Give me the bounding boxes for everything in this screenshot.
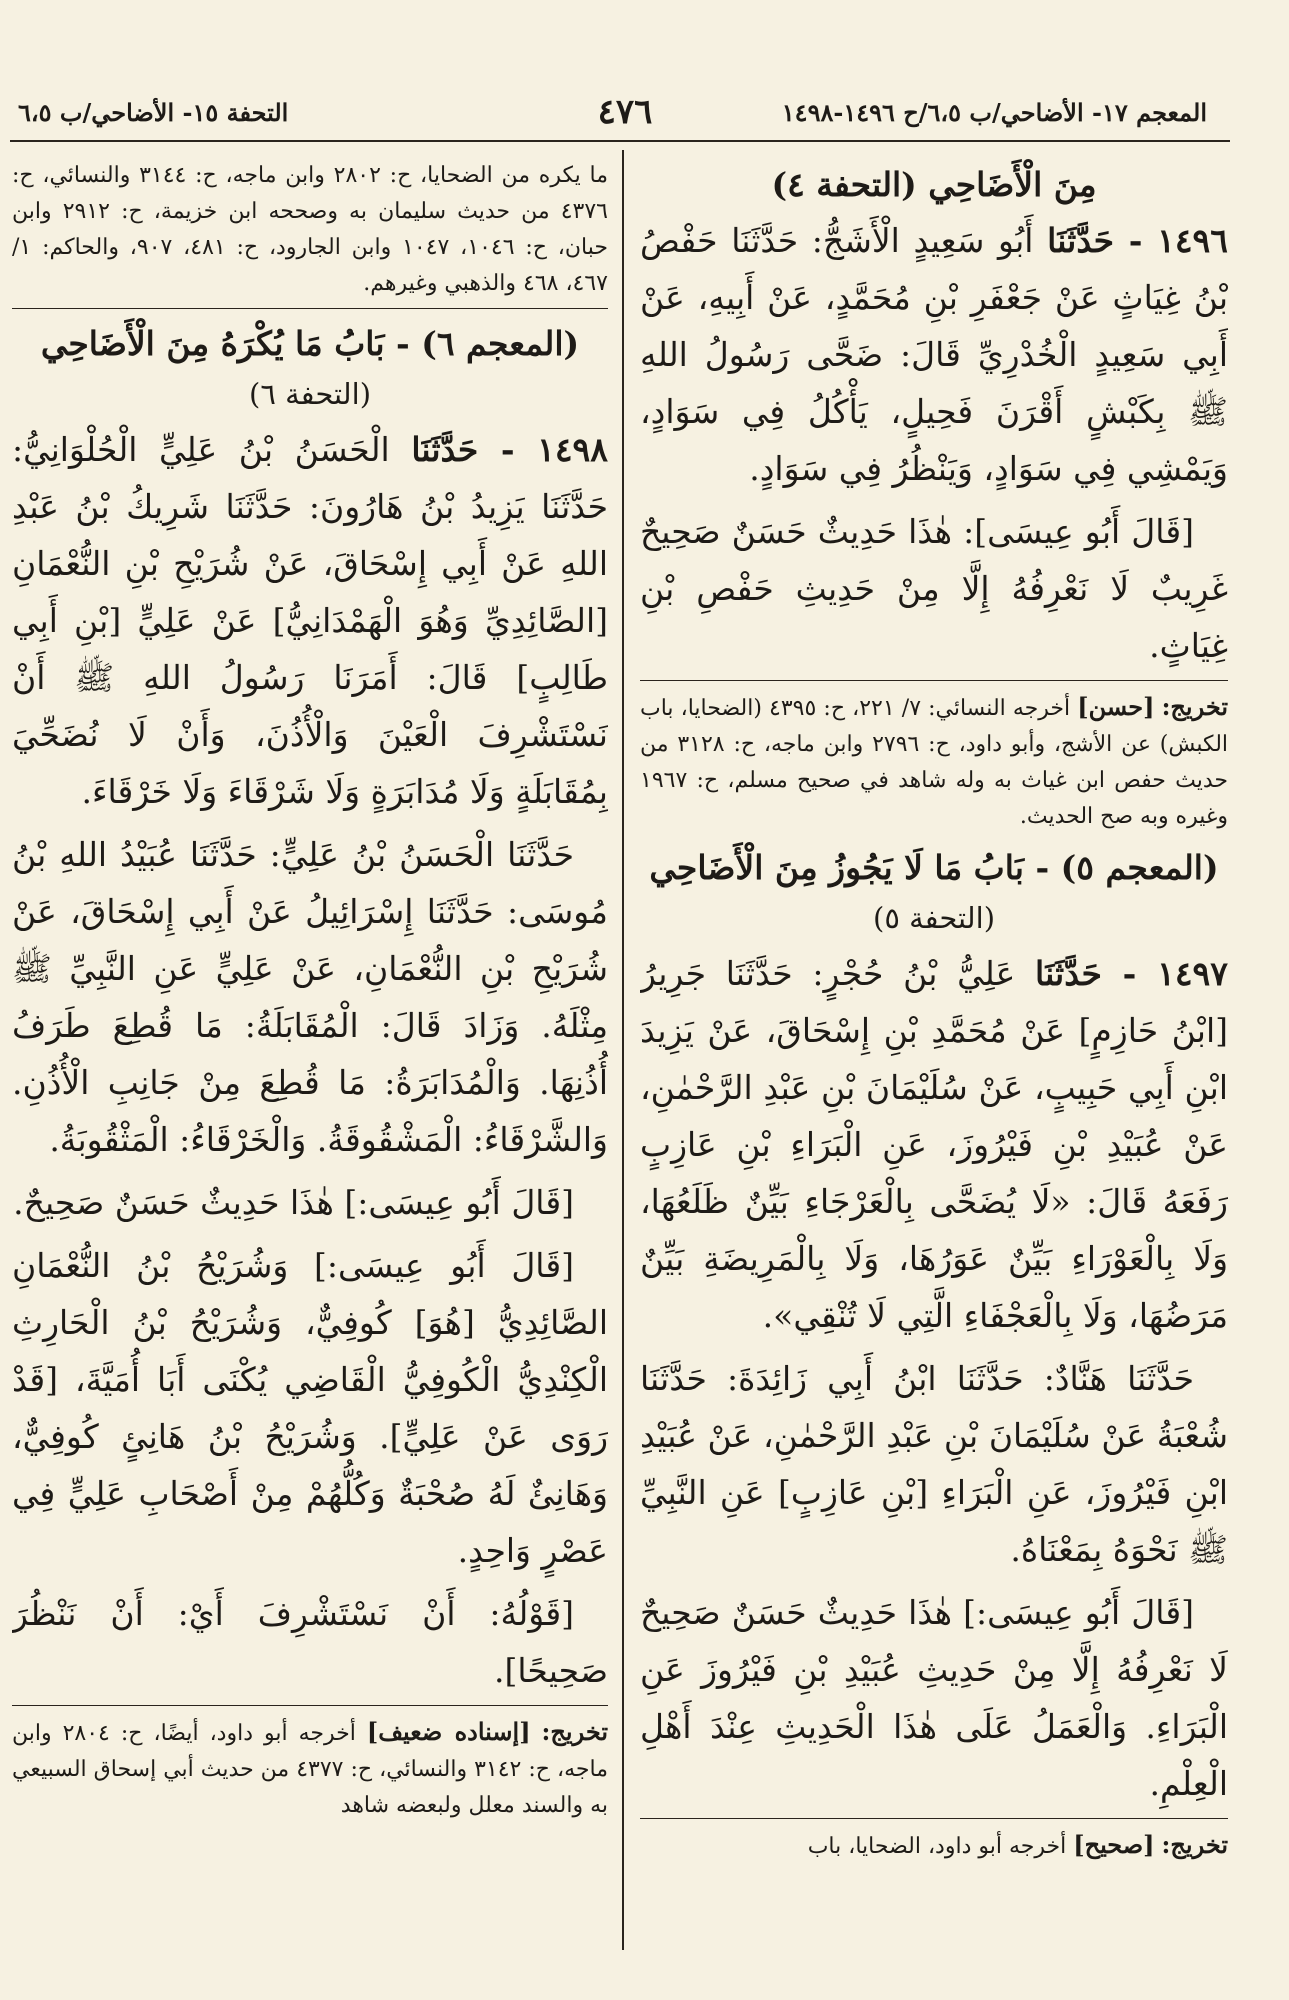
hadith-comment: [قَالَ أَبُو عِيسَى:] هٰذَا حَدِيثٌ حَسَنٌ صَحِيحٌ. [13,1183,574,1222]
takhrij-grade: [حسن] [1077,692,1155,721]
chapter-subtitle: (التحفة ٥) [872,901,996,935]
takhrij-text: أخرجه أبو داود، أيضًا، ح: ٢٨٠٤ وابن ماجه، ح: ٣١٤٢ والنسائي، ح: ٤٣٧٧ من حديث أبي إسحاق السبيعي به والسند معلل ولبعضه شاهد [12,1721,608,1818]
takhrij-note [640,689,1228,835]
header-rule [10,140,1230,142]
page-number: ٤٧٦ [597,92,653,132]
takhrij-grade: [صحيح] [1073,1830,1155,1859]
hadith-chain: حَدَّثَنَا الْحَسَنُ بْنُ عَلِيٍّ: حَدَّثَنَا عُبَيْدُ اللهِ بْنُ مُوسَى: حَدَّثَنَا إِسْرَائِيلُ عَنْ أَبِي إِسْحَاقَ، عَنْ شُرَيْحِ بْنِ النُّعْمَانِ، عَنْ عَلِيٍّ عَنِ النَّبِيِّ ﷺ مِثْلَهُ. وَزَادَ قَالَ: الْمُقَابَلَةُ: مَا قُطِعَ طَرَفُ أُذُنِهَا. وَالْمُدَابَرَةُ: مَا قُطِعَ مِنْ جَانِبِ الْأُذُنِ. وَالشَّرْقَاءُ: الْمَشْقُوقَةُ. وَالْخَرْقَاءُ: الْمَثْقُوبَةُ. [12,835,608,1159]
footnote-rule [640,1818,1228,1819]
right-column [640,158,1228,1958]
hadith-chain: حَدَّثَنَا هَنَّادٌ: حَدَّثَنَا ابْنُ أَبِي زَائِدَةَ: حَدَّثَنَا شُعْبَةُ عَنْ سُلَيْمَانَ بْنِ عَبْدِ الرَّحْمٰنِ، عَنْ عُبَيْدِ ابْنِ فَيْرُوزَ، عَنِ الْبَرَاءِ [بْنِ عَازِبٍ] عَنِ النَّبِيِّ ﷺ نَحْوَهُ بِمَعْنَاهُ. [640,1359,1228,1569]
hadith-text: أَبُو سَعِيدٍ الْأَشَجُّ: حَدَّثَنَا حَفْصُ بْنُ غِيَاثٍ عَنْ جَعْفَرِ بْنِ مُحَمَّدٍ، عَنْ أَبِيهِ، عَنْ أَبِي سَعِيدٍ الْخُدْرِيِّ قَالَ: ضَحَّى رَسُولُ اللهِ ﷺ بِكَبْشٍ أَقْرَنَ فَحِيلٍ، يَأْكُلُ فِي سَوَادٍ، وَيَمْشِي فِي سَوَادٍ، وَيَنْظُرُ فِي سَوَادٍ. [640,221,1228,488]
column-divider [622,150,624,1950]
hadith-number: ١٤٩٦ - حَدَّثَنَا [1047,221,1228,260]
hadith-explanation: [قَوْلُهُ: أَنْ نَسْتَشْرِفَ أَيْ: أَنْ نَنْظُرَ صَحِيحًا]. [12,1594,608,1690]
hadith-number: ١٤٩٧ - حَدَّثَنَا [1035,954,1228,993]
hadith-comment: [قَالَ أَبُو عِيسَى:] هٰذَا حَدِيثٌ حَسَنٌ صَحِيحٌ لَا نَعْرِفُهُ إِلَّا مِنْ حَدِيثِ عُبَيْدِ بْنِ فَيْرُوزَ عَنِ الْبَرَاءِ. وَالْعَمَلُ عَلَى هٰذَا الْحَدِيثِ عِنْدَ أَهْلِ الْعِلْمِ. [640,1593,1228,1803]
running-header [0,92,1289,132]
takhrij-label: تخريج: [541,1717,608,1746]
takhrij-label: تخريج: [1161,1830,1228,1859]
hadith-comment: [قَالَ أَبُو عِيسَى]: هٰذَا حَدِيثٌ حَسَنٌ صَحِيحٌ غَرِيبٌ لَا نَعْرِفُهُ إِلَّا مِنْ حَدِيثِ حَفْصِ بْنِ غِيَاثٍ. [640,512,1228,665]
footnote-rule [12,1705,608,1706]
takhrij-grade: [إسناده ضعيف] [366,1717,531,1746]
left-column [12,158,608,1958]
footnote-rule [12,308,608,309]
hadith-1498 [12,421,608,820]
takhrij-text: أخرجه أبو داود، الضحايا، باب [807,1834,1067,1859]
takhrij-note [12,1714,608,1824]
takhrij-text: أخرجه النسائي: ٧/ ٢٢١، ح: ٤٣٩٥ (الضحايا، باب الكبش) عن الأشج، وأبو داود، ح: ٢٧٩٦ وابن ماجه، ح: ٣١٢٨ من حديث حفص ابن غياث به وله شاهد في صحيح مسلم، ح: ١٩٦٧ وغيره وبه صح الحديث. [640,696,1228,829]
chapter-title: (المعجم ٥) - بَابُ مَا لَا يَجُوزُ مِنَ الْأَضَاحِي [649,848,1219,887]
hadith-1496 [640,212,1228,497]
chapter-subtitle: (التحفة ٦) [248,377,372,411]
header-left-reference: التحفة ١٥- الأضاحي/ب ٦،٥ [18,98,289,127]
footnote-continuation: ما يكره من الضحايا، ح: ٢٨٠٢ وابن ماجه، ح: ٣١٤٤ والنسائي، ح: ٤٣٧٦ من حديث سليمان به وصححه ابن خزيمة، ح: ٢٩١٢ وابن حبان، ح: ١٠٤٦، ١٠٤٧ وابن الجارود، ح: ٤٨١، ٩٠٧، والحاكم: ١/ ٤٦٧، ٤٦٨ والذهبي وغيرهم. [12,163,608,296]
hadith-number: ١٤٩٨ - حَدَّثَنَا [411,430,608,469]
header-right-reference: المعجم ١٧- الأضاحي/ب ٦،٥/ح ١٤٩٦-١٤٩٨ [781,98,1207,127]
hadith-text: الْحَسَنُ بْنُ عَلِيٍّ الْحُلْوَانِيُّ: حَدَّثَنَا يَزِيدُ بْنُ هَارُونَ: حَدَّثَنَا شَرِيكُ بْنُ عَبْدِ اللهِ عَنْ أَبِي إِسْحَاقَ، عَنْ شُرَيْحِ بْنِ النُّعْمَانِ [الصَّائِدِيِّ وَهُوَ الْهَمْدَانِيُّ] عَنْ عَلِيٍّ [بْنِ أَبِي طَالِبٍ] قَالَ: أَمَرَنَا رَسُولُ اللهِ ﷺ أَنْ نَسْتَشْرِفَ الْعَيْنَ وَالْأُذُنَ، وَأَنْ لَا نُضَحِّيَ بِمُقَابَلَةٍ وَلَا مُدَابَرَةٍ وَلَا شَرْقَاءَ وَلَا خَرْقَاءَ. [12,430,608,811]
takhrij-note [640,1827,1228,1865]
hadith-1497 [640,945,1228,1344]
section-title: مِنَ الْأَضَاحِي (التحفة ٤) [771,165,1097,204]
takhrij-label: تخريج: [1161,692,1228,721]
hadith-comment: [قَالَ أَبُو عِيسَى:] وَشُرَيْحُ بْنُ النُّعْمَانِ الصَّائِدِيُّ [هُوَ] كُوفِيٌّ، وَشُرَيْحُ بْنُ الْحَارِثِ الْكِنْدِيُّ الْكُوفِيُّ الْقَاضِي يُكْنَى أَبَا أُمَيَّةَ، [قَدْ رَوَى عَنْ عَلِيٍّ]. وَشُرَيْحُ بْنُ هَانِئٍ كُوفِيٌّ، وَهَانِئٌ لَهُ صُحْبَةٌ وَكُلُّهُمْ مِنْ أَصْحَابِ عَلِيٍّ فِي عَصْرٍ وَاحِدٍ. [12,1246,608,1570]
hadith-text: عَلِيُّ بْنُ حُجْرٍ: حَدَّثَنَا جَرِيرُ [ابْنُ حَازِمٍ] عَنْ مُحَمَّدِ بْنِ إِسْحَاقَ، عَنْ يَزِيدَ ابْنِ أَبِي حَبِيبٍ، عَنْ سُلَيْمَانَ بْنِ عَبْدِ الرَّحْمٰنِ، عَنْ عُبَيْدِ بْنِ فَيْرُوزَ، عَنِ الْبَرَاءِ بْنِ عَازِبٍ رَفَعَهُ قَالَ: «لَا يُضَحَّى بِالْعَرْجَاءِ بَيِّنٌ ظَلَعُهَا، وَلَا بِالْعَوْرَاءِ بَيِّنٌ عَوَرُهَا، وَلَا بِالْمَرِيضَةِ بَيِّنٌ مَرَضُهَا، وَلَا بِالْعَجْفَاءِ الَّتِي لَا تُنْقِي». [640,954,1228,1335]
footnote-rule [640,680,1228,681]
chapter-title: (المعجم ٦) - بَابُ مَا يُكْرَهُ مِنَ الْأَضَاحِي [40,324,580,363]
